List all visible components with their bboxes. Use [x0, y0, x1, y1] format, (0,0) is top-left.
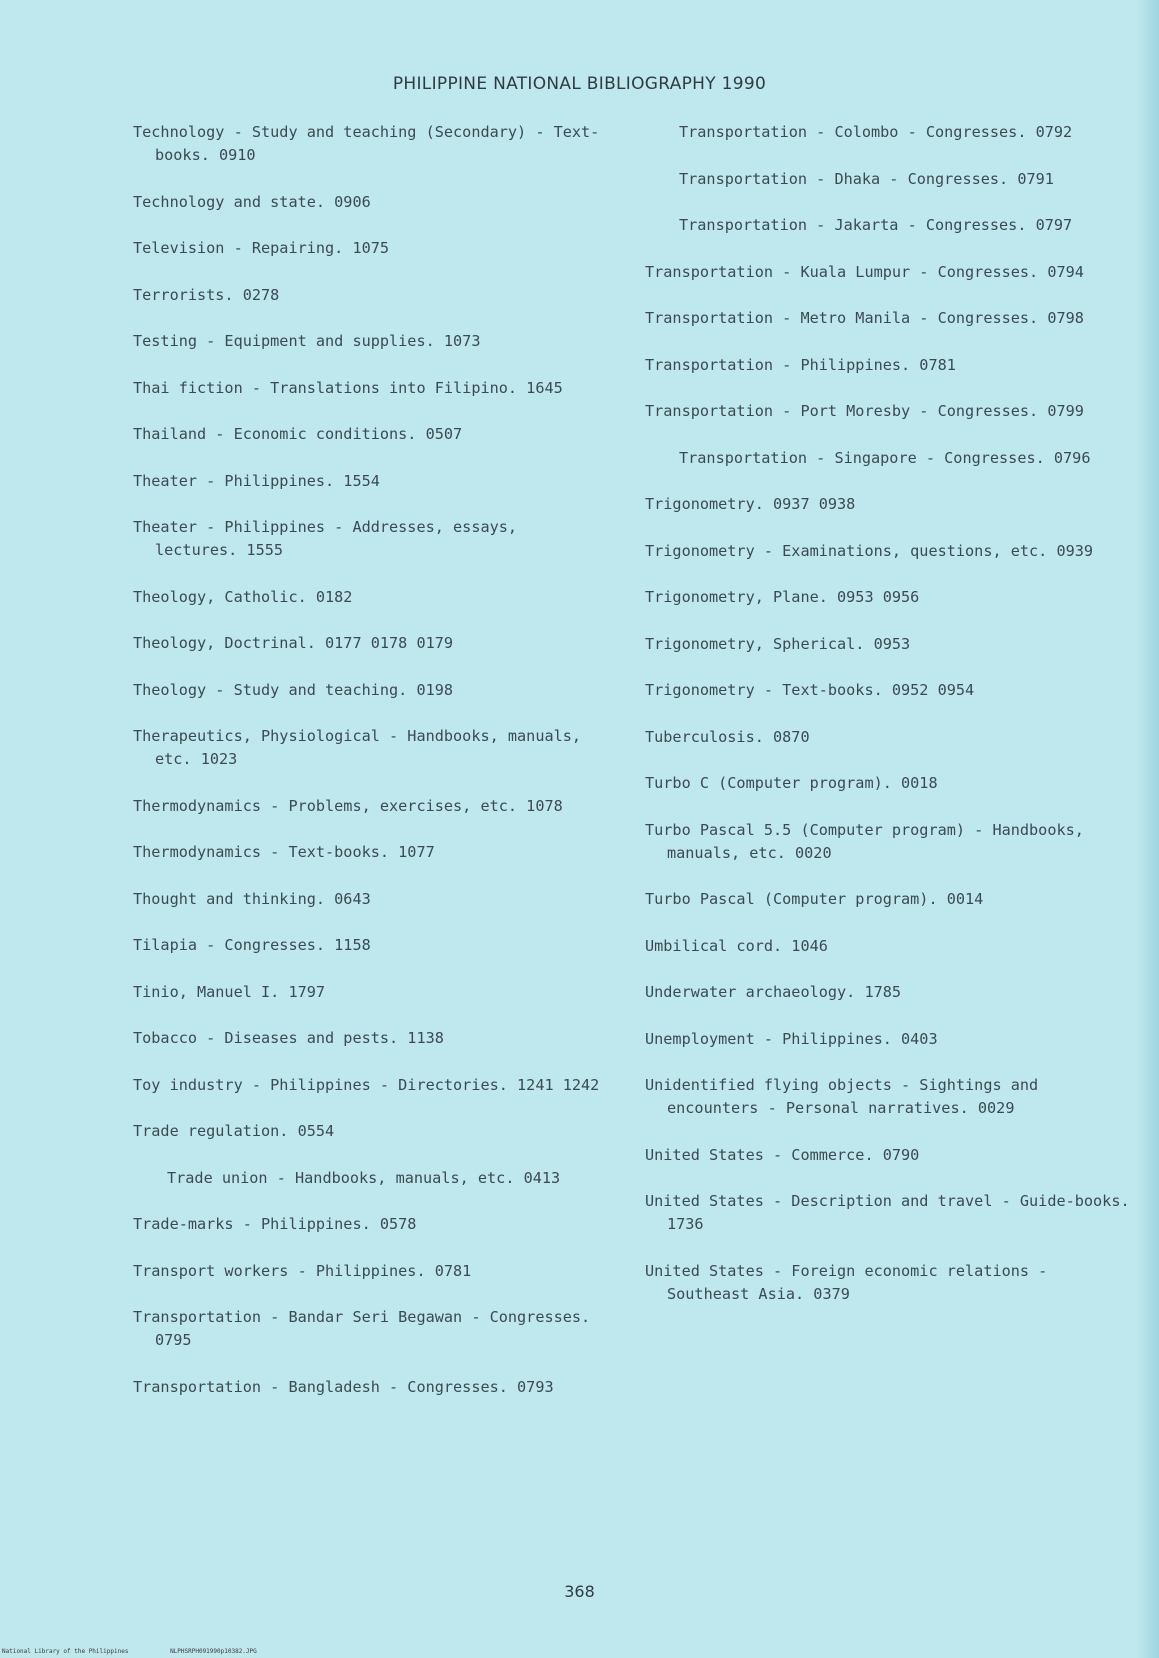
index-entry: Turbo C (Computer program). 0018 — [645, 774, 938, 792]
index-entry: Television - Repairing. 1075 — [133, 239, 390, 257]
index-entry: Underwater archaeology. 1785 — [645, 983, 902, 1001]
index-entry: United States - Description and travel - Guide-books. 1736 — [645, 1192, 1130, 1233]
index-entry: Technology - Study and teaching (Secondary) - Text-books. 0910 — [133, 123, 600, 164]
index-entry: United States - Commerce. 0790 — [645, 1145, 920, 1164]
index-entry: Transportation - Bangladesh - Congresses. 0793 — [133, 1377, 554, 1396]
index-entry: Tinio, Manuel I. 1797 — [133, 982, 326, 1001]
index-entry: Transportation - Metro Manila - Congresses. 0798 — [645, 309, 1084, 327]
index-entry: Transportation - Port Moresby - Congresses. 0799 — [645, 402, 1084, 420]
index-entry: Therapeutics, Physiological - Handbooks, manuals, etc. 1023 — [133, 727, 582, 768]
page-edge-shadow — [1137, 0, 1159, 1658]
index-entry: Toy industry - Philippines - Directories. 1241 1242 — [133, 1075, 600, 1094]
index-entry: Theater - Philippines - Addresses, essays, lectures. 1555 — [133, 518, 518, 559]
index-entry: Turbo Pascal 5.5 (Computer program) - Handbooks, manuals, etc. 0020 — [645, 820, 1084, 862]
index-entry: Technology and state. 0906 — [133, 192, 371, 211]
index-entry: Transportation - Colombo - Congresses. 0792 — [679, 123, 1073, 141]
index-entry: Trigonometry - Text-books. 0952 0954 — [645, 681, 975, 699]
index-entry: Theology - Study and teaching. 0198 — [133, 680, 454, 699]
index-entry: Trade regulation. 0554 — [133, 1122, 335, 1140]
index-entry: Transportation - Dhaka - Congresses. 0791 — [679, 169, 1054, 188]
index-entry: Terrorists. 0278 — [133, 285, 280, 304]
index-entry: Thermodynamics - Problems, exercises, etc. 1078 — [133, 796, 563, 815]
index-entry: Transportation - Jakarta - Congresses. 0797 — [679, 216, 1073, 234]
index-entry: Trade-marks - Philippines. 0578 — [133, 1215, 417, 1233]
index-entry: Tobacco - Diseases and pests. 1138 — [133, 1029, 444, 1047]
index-entry: Unemployment - Philippines. 0403 — [645, 1029, 938, 1048]
scan-footer — [2, 1648, 295, 1655]
index-entry: Unidentified flying objects - Sightings and encounters - Personal narratives. 0029 — [645, 1076, 1039, 1117]
index-entry: Theater - Philippines. 1554 — [133, 471, 380, 490]
index-entry: Testing - Equipment and supplies. 1073 — [133, 332, 481, 350]
index-entry: Thai fiction - Translations into Filipino. 1645 — [133, 378, 563, 397]
index-entry: Theology, Catholic. 0182 — [133, 587, 353, 606]
left-column — [133, 121, 603, 1422]
index-entry: Trigonometry, Plane. 0953 0956 — [645, 588, 920, 606]
index-entry: Transportation - Philippines. 0781 — [645, 355, 956, 374]
index-entry: Transportation - Kuala Lumpur - Congresses. 0794 — [645, 262, 1084, 281]
page-title: PHILIPPINE NATIONAL BIBLIOGRAPHY 1990 — [392, 74, 767, 94]
index-entry: Trigonometry - Examinations, questions, etc. 0939 — [645, 541, 1094, 560]
index-entry: Turbo Pascal (Computer program). 0014 — [645, 890, 984, 908]
index-entry: United States - Foreign economic relations - Southeast Asia. 0379 — [645, 1261, 1048, 1303]
right-column — [645, 121, 1135, 1329]
index-entry: Transportation - Bandar Seri Begawan - Congresses. 0795 — [133, 1308, 591, 1349]
page-number: 368 — [564, 1582, 595, 1601]
index-entry: Trigonometry. 0937 0938 — [645, 495, 856, 513]
index-entry: Trigonometry, Spherical. 0953 — [645, 634, 911, 653]
index-entry: Thailand - Economic conditions. 0507 — [133, 425, 463, 443]
index-entry: Thought and thinking. 0643 — [133, 889, 371, 908]
index-entry: Umbilical cord. 1046 — [645, 936, 828, 955]
footer-library: National Library of the Philippines — [2, 1648, 129, 1655]
index-entry: Transport workers - Philippines. 0781 — [133, 1261, 472, 1280]
index-entry: Theology, Doctrinal. 0177 0178 0179 — [133, 634, 454, 652]
index-entry: Transportation - Singapore - Congresses. 0796 — [679, 448, 1091, 467]
index-entry: Tuberculosis. 0870 — [645, 727, 810, 746]
index-entry: Trade union - Handbooks, manuals, etc. 0413 — [167, 1168, 561, 1187]
index-entry: Tilapia - Congresses. 1158 — [133, 936, 371, 954]
footer-file: NLPHSRPH091990p10382.JPG — [170, 1648, 257, 1655]
index-entry: Thermodynamics - Text-books. 1077 — [133, 843, 435, 861]
